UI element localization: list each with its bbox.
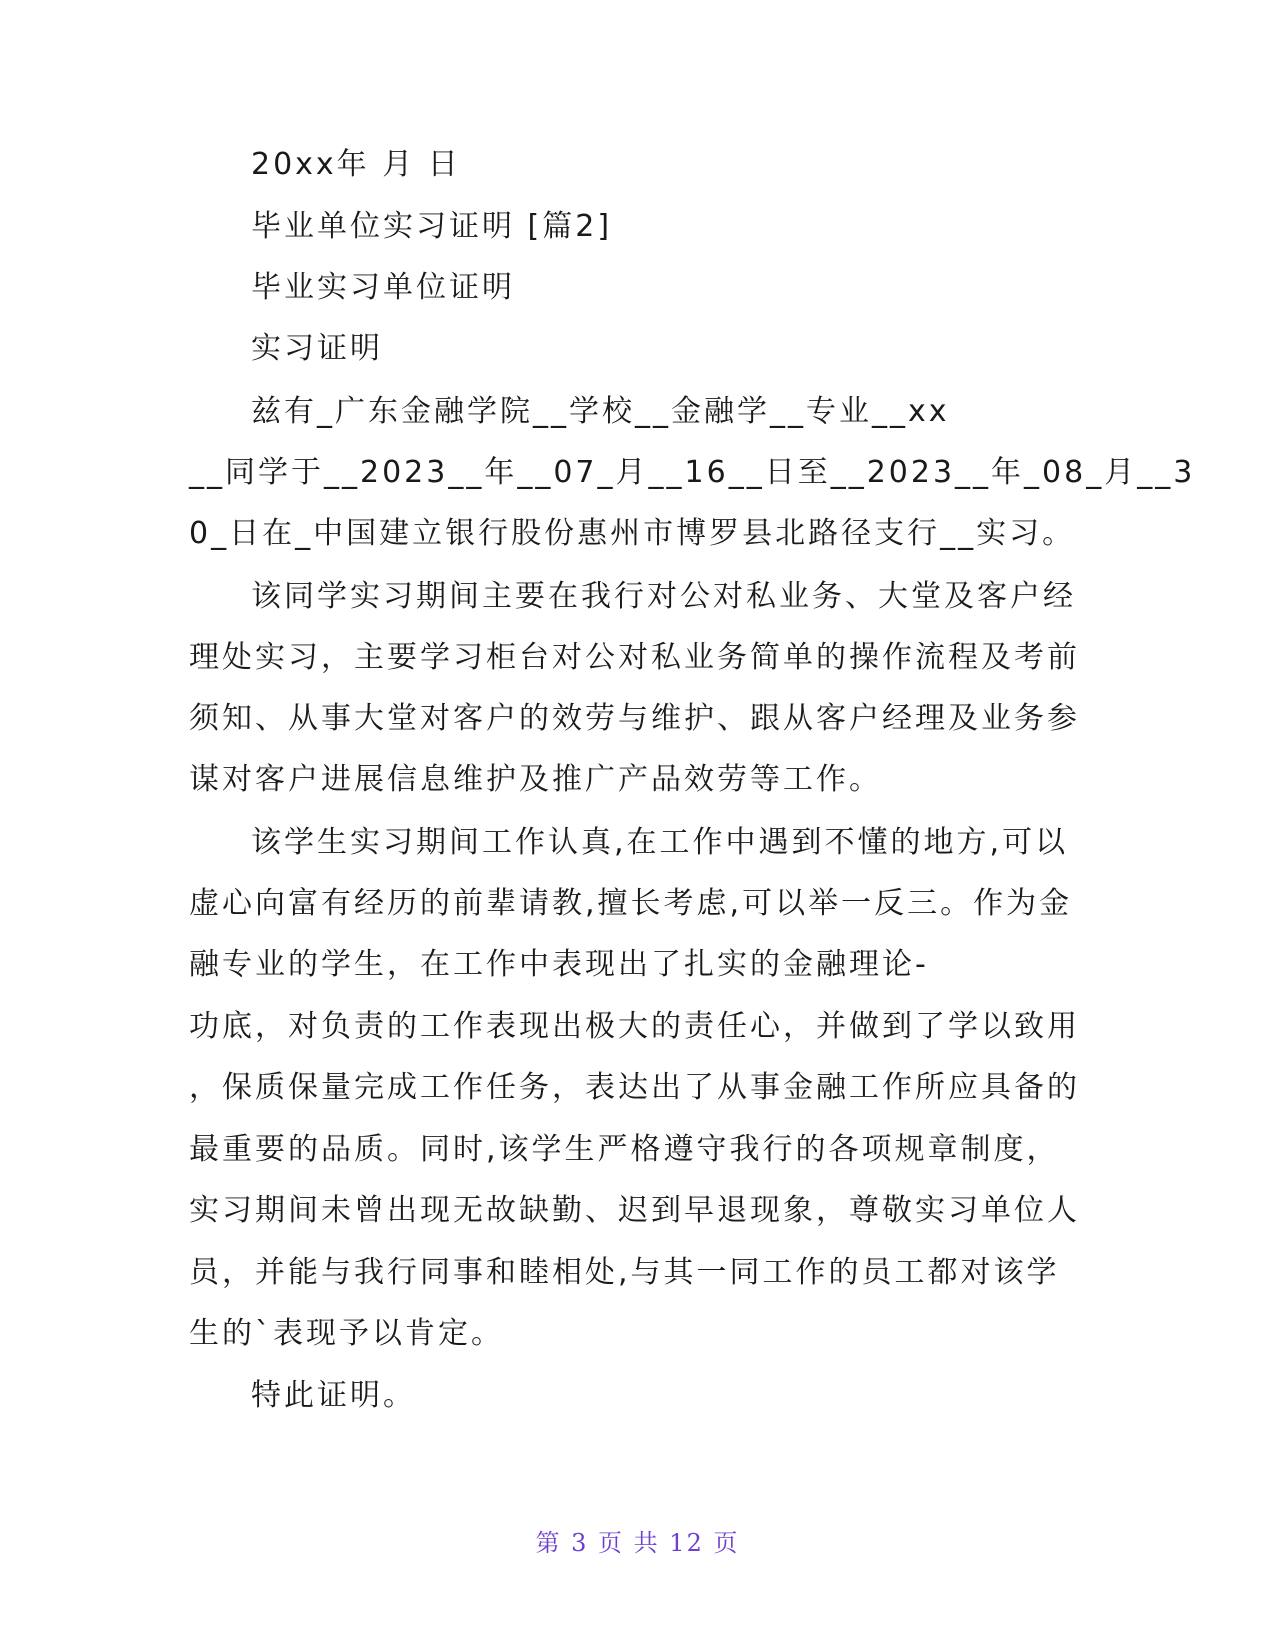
body-line: 该学生实习期间工作认真,在工作中遇到不懂的地方,可以 xyxy=(251,825,1069,860)
date-line: 20xx年 月 日 xyxy=(251,147,461,182)
certificate-subtitle: 实习证明 xyxy=(251,331,383,366)
body-line: 兹有_广东金融学院__学校__金融学__专业__xx xyxy=(251,394,950,429)
closing-line: 特此证明。 xyxy=(251,1378,416,1413)
body-line: 生的`表现予以肯定。 xyxy=(189,1316,504,1351)
body-line: 最重要的品质。同时,该学生严格遵守我行的各项规章制度， xyxy=(189,1132,1060,1167)
body-line: 理处实习，主要学习柜台对公对私业务简单的操作流程及考前 xyxy=(189,640,1080,675)
body-line: 须知、从事大堂对客户的效劳与维护、跟从客户经理及业务参 xyxy=(189,701,1080,736)
page-number: 第 3 页 共 12 页 xyxy=(535,1529,740,1557)
body-line: 虚心向富有经历的前辈请教,擅长考虑,可以举一反三。作为金 xyxy=(189,886,1073,921)
body-line: __同学于__2023__年__07_月__16__日至__2023__年_08_月__3 xyxy=(189,455,1196,490)
certificate-title: 毕业实习单位证明 xyxy=(251,270,515,305)
body-line: 0_日在_中国建立银行股份惠州市博罗县北路径支行__实习。 xyxy=(189,516,1076,551)
section-heading: 毕业单位实习证明 [篇2] xyxy=(251,209,613,244)
body-line: 该同学实习期间主要在我行对公对私业务、大堂及客户经 xyxy=(251,579,1076,614)
body-line: 员，并能与我行同事和睦相处,与其一同工作的员工都对该学 xyxy=(189,1255,1060,1290)
body-line: 谋对客户进展信息维护及推广产品效劳等工作。 xyxy=(189,762,882,797)
body-line: 功底，对负责的工作表现出极大的责任心，并做到了学以致用 xyxy=(189,1009,1080,1044)
body-line: 融专业的学生，在工作中表现出了扎实的金融理论- xyxy=(189,947,929,982)
body-line: 实习期间未曾出现无故缺勤、迟到早退现象，尊敬实习单位人 xyxy=(189,1193,1080,1228)
body-line: ，保质保量完成工作任务，表达出了从事金融工作所应具备的 xyxy=(189,1070,1080,1105)
